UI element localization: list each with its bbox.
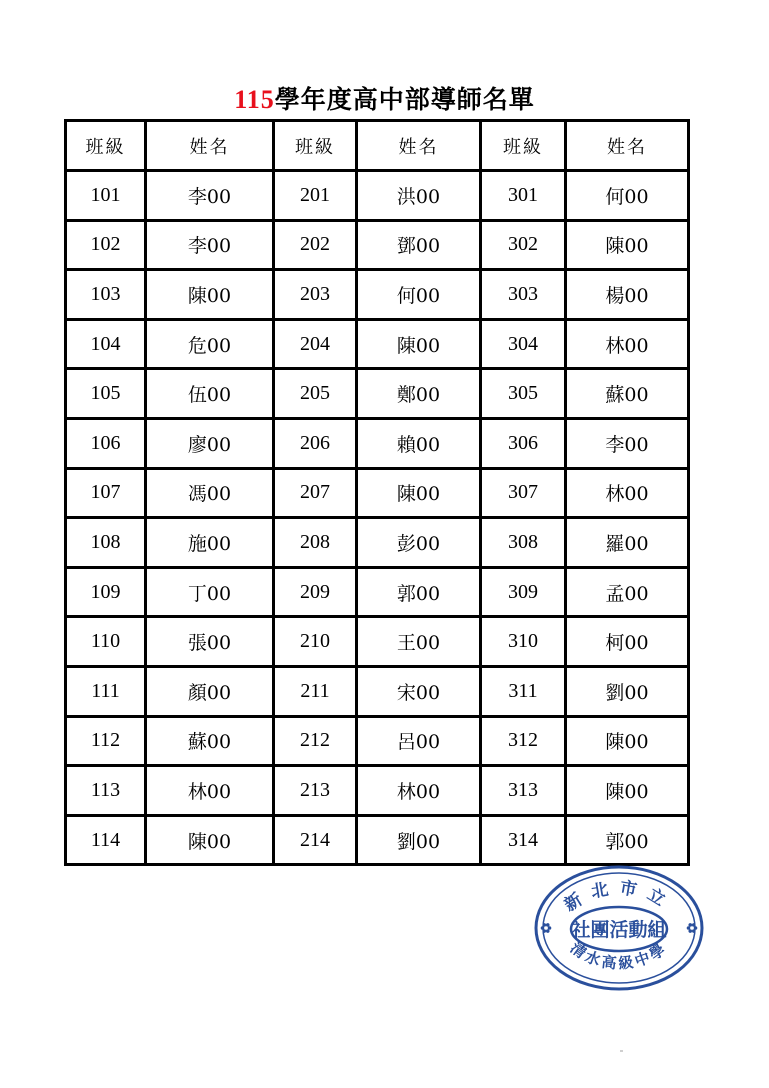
svg-text:清水高級中學	[567, 939, 671, 973]
table-row	[66, 220, 689, 270]
teacher-name: 楊00	[566, 270, 689, 320]
teacher-name: 柯00	[566, 617, 689, 667]
class-number: 314	[481, 815, 566, 865]
teacher-roster-table	[64, 119, 690, 866]
teacher-name: 廖00	[146, 418, 274, 468]
class-number: 308	[481, 518, 566, 568]
teacher-name: 劉00	[566, 666, 689, 716]
class-number: 103	[66, 270, 146, 320]
header-name: 姓名	[146, 121, 274, 171]
table-row	[66, 319, 689, 369]
teacher-name: 王00	[357, 617, 481, 667]
teacher-name: 林00	[357, 766, 481, 816]
teacher-name: 馮00	[146, 468, 274, 518]
class-number: 301	[481, 171, 566, 221]
svg-text:新北市立	[560, 877, 677, 916]
title-year: 115	[234, 85, 275, 114]
class-number: 101	[66, 171, 146, 221]
teacher-name: 李00	[566, 418, 689, 468]
table-row	[66, 518, 689, 568]
teacher-name: 郭00	[357, 567, 481, 617]
class-number: 206	[274, 418, 357, 468]
class-number: 201	[274, 171, 357, 221]
teacher-name: 危00	[146, 319, 274, 369]
teacher-name: 郭00	[566, 815, 689, 865]
class-number: 114	[66, 815, 146, 865]
class-number: 213	[274, 766, 357, 816]
seal-bottom-text: 清水高級中學	[566, 938, 672, 973]
header-class: 班級	[66, 121, 146, 171]
teacher-name: 洪00	[357, 171, 481, 221]
class-number: 305	[481, 369, 566, 419]
teacher-name: 陳00	[566, 220, 689, 270]
teacher-name: 劉00	[357, 815, 481, 865]
teacher-name: 李00	[146, 220, 274, 270]
teacher-name: 伍00	[146, 369, 274, 419]
class-number: 310	[481, 617, 566, 667]
class-number: 208	[274, 518, 357, 568]
teacher-name: 丁00	[146, 567, 274, 617]
teacher-name: 陳00	[566, 766, 689, 816]
table-row	[66, 815, 689, 865]
teacher-name: 施00	[146, 518, 274, 568]
header-name: 姓名	[566, 121, 689, 171]
class-number: 312	[481, 716, 566, 766]
title-text: 學年度高中部導師名單	[274, 85, 535, 114]
organization-seal	[532, 862, 704, 992]
header-class: 班級	[481, 121, 566, 171]
teacher-name: 陳00	[566, 716, 689, 766]
class-number: 105	[66, 369, 146, 419]
class-number: 205	[274, 369, 357, 419]
class-number: 108	[66, 518, 146, 568]
teacher-name: 鄭00	[357, 369, 481, 419]
teacher-name: 林00	[566, 468, 689, 518]
teacher-name: 陳00	[146, 815, 274, 865]
class-number: 202	[274, 220, 357, 270]
class-number: 113	[66, 766, 146, 816]
class-number: 313	[481, 766, 566, 816]
table-row	[66, 716, 689, 766]
teacher-name: 鄧00	[357, 220, 481, 270]
table-row	[66, 468, 689, 518]
teacher-name: 彭00	[357, 518, 481, 568]
teacher-name: 宋00	[357, 666, 481, 716]
class-number: 203	[274, 270, 357, 320]
table-row	[66, 418, 689, 468]
teacher-name: 林00	[566, 319, 689, 369]
seal-top-text: 新北市立	[560, 878, 678, 916]
teacher-name: 何00	[357, 270, 481, 320]
class-number: 111	[66, 666, 146, 716]
table-row	[66, 666, 689, 716]
teacher-name: 陳00	[146, 270, 274, 320]
class-number: 306	[481, 418, 566, 468]
class-number: 104	[66, 319, 146, 369]
class-number: 106	[66, 418, 146, 468]
class-number: 204	[274, 319, 357, 369]
table-row	[66, 766, 689, 816]
teacher-name: 陳00	[357, 319, 481, 369]
seal-center-text: 社團活動組	[571, 919, 667, 941]
teacher-name: 蘇00	[566, 369, 689, 419]
class-number: 304	[481, 319, 566, 369]
class-number: 210	[274, 617, 357, 667]
teacher-name: 羅00	[566, 518, 689, 568]
class-number: 207	[274, 468, 357, 518]
teacher-name: 李00	[146, 171, 274, 221]
teacher-name: 呂00	[357, 716, 481, 766]
header-name: 姓名	[357, 121, 481, 171]
teacher-name: 蘇00	[146, 716, 274, 766]
teacher-name: 林00	[146, 766, 274, 816]
class-number: 211	[274, 666, 357, 716]
teacher-name: 顏00	[146, 666, 274, 716]
table-row	[66, 567, 689, 617]
class-number: 112	[66, 716, 146, 766]
teacher-name: 孟00	[566, 567, 689, 617]
class-number: 302	[481, 220, 566, 270]
table-header-row	[66, 121, 689, 171]
class-number: 309	[481, 567, 566, 617]
class-number: 303	[481, 270, 566, 320]
teacher-name: 陳00	[357, 468, 481, 518]
class-number: 110	[66, 617, 146, 667]
table-row	[66, 369, 689, 419]
class-number: 307	[481, 468, 566, 518]
class-number: 102	[66, 220, 146, 270]
table-row	[66, 617, 689, 667]
teacher-name: 賴00	[357, 418, 481, 468]
class-number: 214	[274, 815, 357, 865]
page-title	[0, 80, 769, 116]
class-number: 107	[66, 468, 146, 518]
class-number: 212	[274, 716, 357, 766]
class-number: 311	[481, 666, 566, 716]
table-row	[66, 270, 689, 320]
class-number: 109	[66, 567, 146, 617]
scan-speck	[620, 1050, 623, 1052]
class-number: 209	[274, 567, 357, 617]
header-class: 班級	[274, 121, 357, 171]
teacher-name: 張00	[146, 617, 274, 667]
teacher-name: 何00	[566, 171, 689, 221]
table-row	[66, 171, 689, 221]
